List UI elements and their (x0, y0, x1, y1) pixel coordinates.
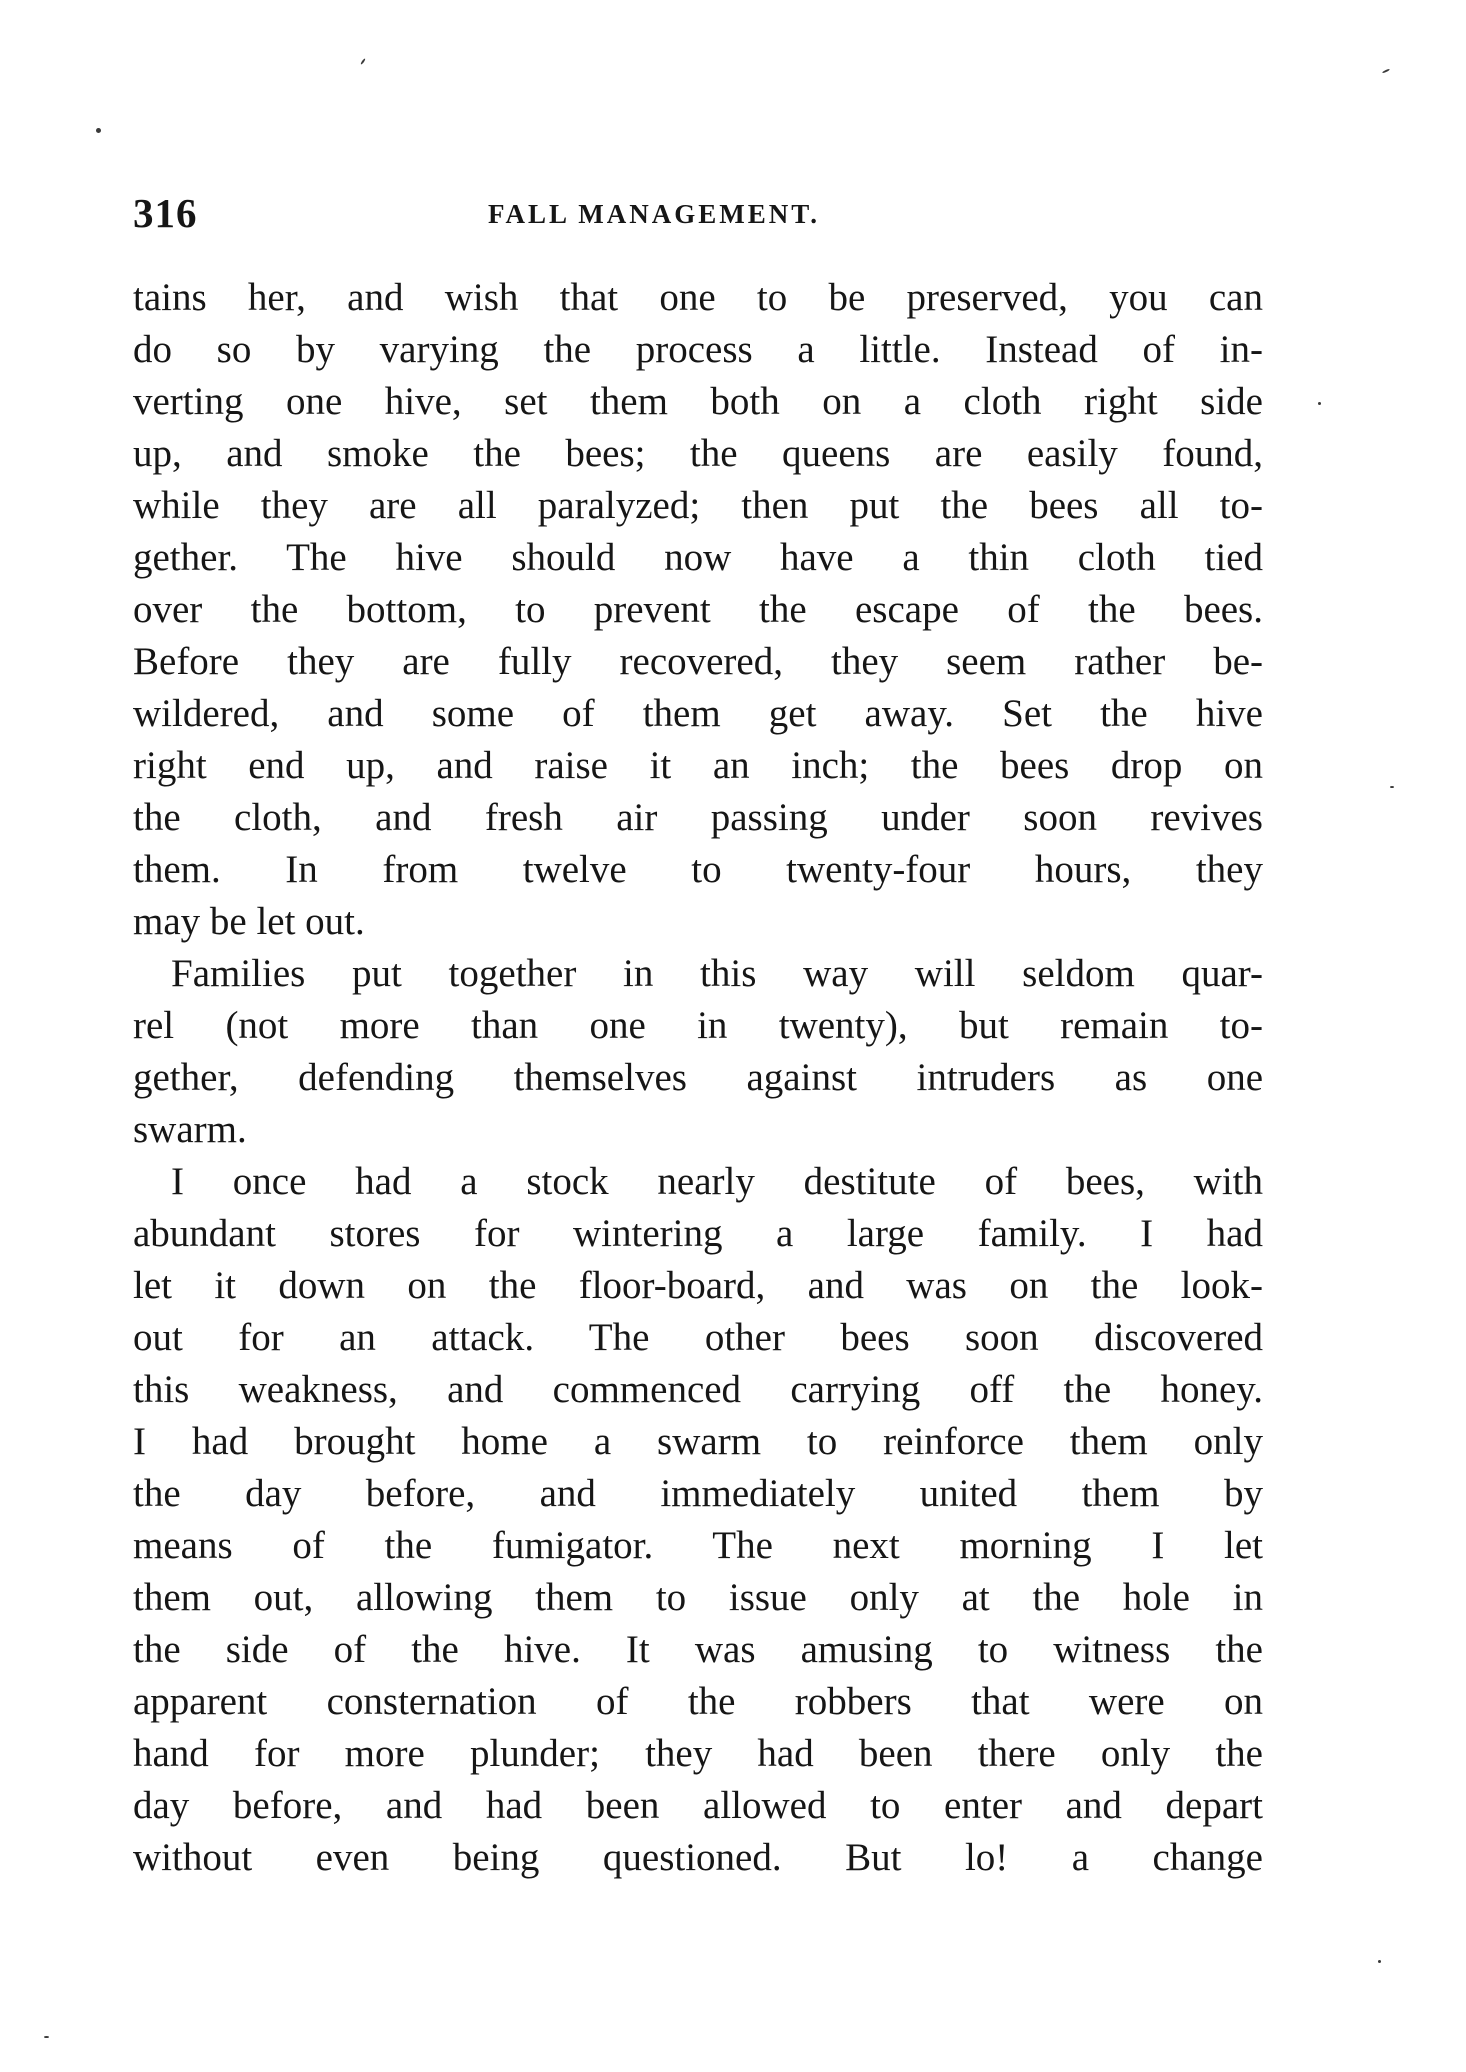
text-line: wildered, and some of them get away. Set the hive (133, 692, 1263, 735)
text-line: hand for more plunder; they had been there only the (133, 1732, 1263, 1775)
paragraph-1 (133, 272, 1263, 948)
text-line: this weakness, and commenced carrying off the honey. (133, 1368, 1263, 1411)
text-line: let it down on the floor-board, and was on the look- (133, 1264, 1263, 1307)
running-head (133, 188, 1263, 238)
text-line: apparent consternation of the robbers that were on (133, 1680, 1263, 1723)
chapter-title: FALL MANAGEMENT. (488, 199, 821, 229)
scan-speck (1318, 402, 1321, 405)
text-line: up, and smoke the bees; the queens are easily found, (133, 432, 1263, 475)
text-line: do so by varying the process a little. Instead of in- (133, 328, 1263, 371)
text-line: them. In from twelve to twenty-four hours, they (133, 848, 1263, 891)
paragraph-3 (133, 1156, 1263, 1884)
text-line: the side of the hive. It was amusing to witness the (133, 1628, 1263, 1671)
body-text (133, 272, 1263, 1884)
text-line: out for an attack. The other bees soon discovered (133, 1316, 1263, 1359)
text-line: tains her, and wish that one to be preserved, you can (133, 276, 1263, 319)
text-line: abundant stores for wintering a large family. I had (133, 1212, 1263, 1255)
scan-speck (360, 58, 366, 65)
text-line: rel (not more than one in twenty), but remain to- (133, 1004, 1263, 1047)
text-line: them out, allowing them to issue only at the hole in (133, 1576, 1263, 1619)
text-line: day before, and had been allowed to enter and depart (133, 1784, 1263, 1827)
text-line: I once had a stock nearly destitute of bees, with (171, 1160, 1263, 1203)
scan-speck (96, 128, 101, 133)
text-line: the day before, and immediately united them by (133, 1472, 1263, 1515)
text-line: gether. The hive should now have a thin cloth tied (133, 536, 1263, 579)
text-line: I had brought home a swarm to reinforce them only (133, 1420, 1263, 1463)
text-line: while they are all paralyzed; then put the bees all to- (133, 484, 1263, 527)
text-line: right end up, and raise it an inch; the bees drop on (133, 744, 1263, 787)
text-line: without even being questioned. But lo! a change (133, 1836, 1263, 1879)
text-line: means of the fumigator. The next morning I let (133, 1524, 1263, 1567)
text-line: may be let out. (133, 900, 365, 943)
scan-speck (1382, 68, 1390, 73)
text-line: Families put together in this way will seldom quar- (171, 952, 1263, 995)
paragraph-2 (133, 948, 1263, 1156)
text-line: swarm. (133, 1108, 247, 1151)
text-line: over the bottom, to prevent the escape of the bees. (133, 588, 1263, 631)
text-line: Before they are fully recovered, they seem rather be- (133, 640, 1263, 683)
text-line: the cloth, and fresh air passing under soon revives (133, 796, 1263, 839)
scan-speck (1390, 786, 1394, 788)
text-line: verting one hive, set them both on a cloth right side (133, 380, 1263, 423)
scan-speck (44, 2036, 49, 2038)
scan-speck (1378, 1960, 1381, 1963)
text-line: gether, defending themselves against intruders as one (133, 1056, 1263, 1099)
page-number: 316 (133, 190, 198, 236)
